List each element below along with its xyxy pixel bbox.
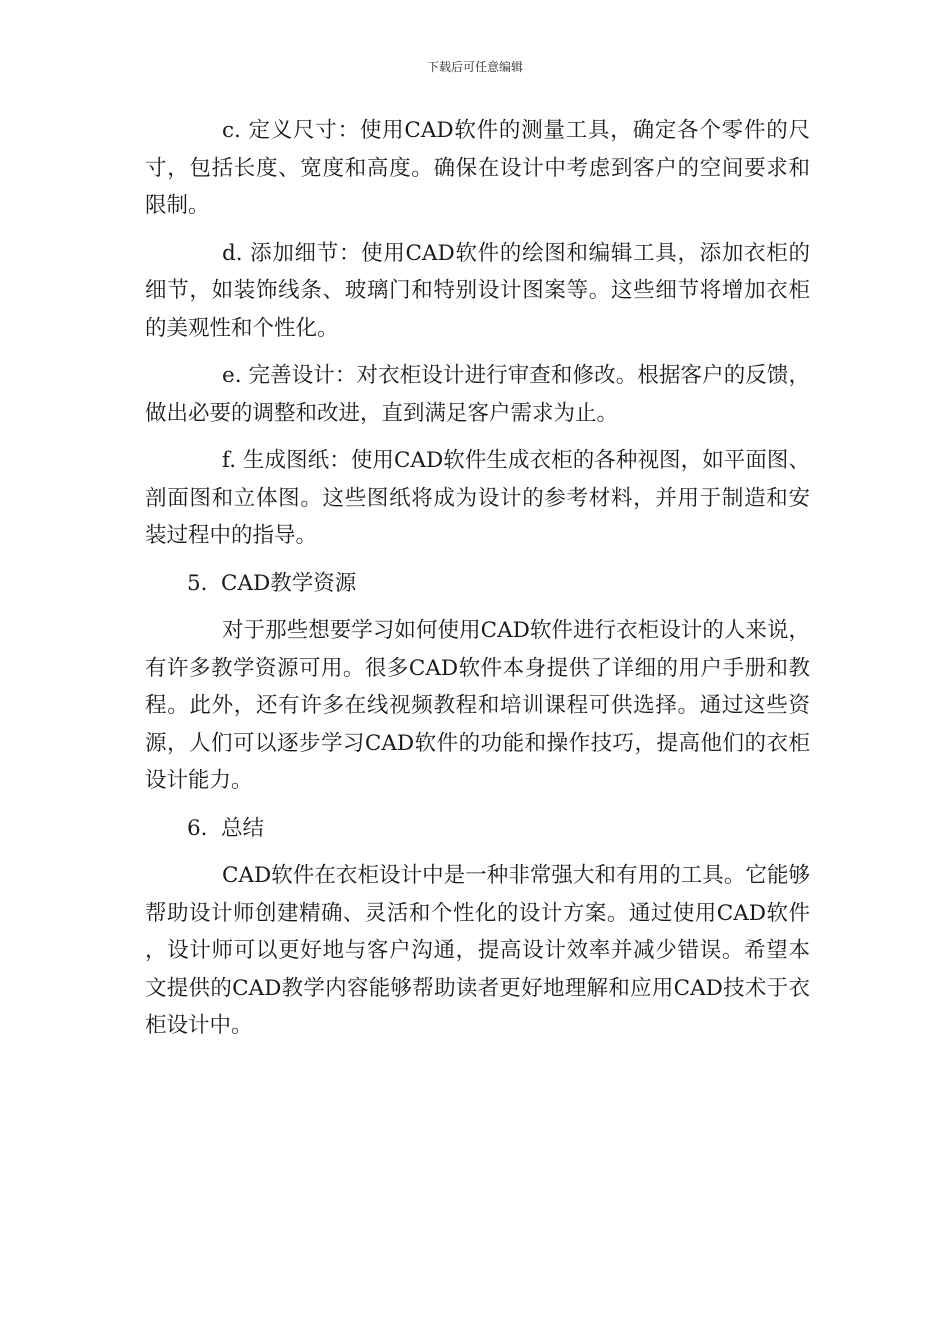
paragraph-summary: CAD软件在衣柜设计中是一种非常强大和有用的工具。它能够帮助设计师创建精确、灵活和个性化的设计方案。通过使用CAD软件，设计师可以更好地与客户沟通，提高设计效率并减少错误。希望本文提供的CAD教学内容能够帮助读者更好地理解和应用CAD技术于衣柜设计中。 xyxy=(145,863,810,1038)
section-title: CAD教学资源 xyxy=(221,570,357,596)
section-number: 6. xyxy=(187,815,208,841)
section-heading-teaching-resources xyxy=(145,565,810,603)
paragraph-teaching-resources: 对于那些想要学习如何使用CAD软件进行衣柜设计的人来说，有许多教学资源可用。很多CAD软件本身提供了详细的用户手册和教程。此外，还有许多在线视频教程和培训课程可供选择。通过这些资源，人们可以逐步学习CAD软件的功能和操作技巧，提高他们的衣柜设计能力。 xyxy=(145,618,810,793)
document-body xyxy=(145,112,810,1055)
section-title: 总结 xyxy=(221,815,265,841)
page-header: 下载后可任意编辑 xyxy=(426,60,523,74)
section-heading-summary xyxy=(145,810,810,848)
section-number: 5. xyxy=(187,570,208,596)
paragraph-define-dimensions: c. 定义尺寸：使用CAD软件的测量工具，确定各个零件的尺寸，包括长度、宽度和高度。确保在设计中考虑到客户的空间要求和限制。 xyxy=(145,118,810,218)
paragraph-add-details: d. 添加细节：使用CAD软件的绘图和编辑工具，添加衣柜的细节，如装饰线条、玻璃门和特别设计图案等。这些细节将增加衣柜的美观性和个性化。 xyxy=(145,240,810,341)
paragraph-refine-design: e. 完善设计：对衣柜设计进行审查和修改。根据客户的反馈，做出必要的调整和改进，直到满足客户需求为止。 xyxy=(145,363,810,426)
paragraph-generate-drawings: f. 生成图纸：使用CAD软件生成衣柜的各种视图，如平面图、剖面图和立体图。这些图纸将成为设计的参考材料，并用于制造和安装过程中的指导。 xyxy=(145,448,810,548)
